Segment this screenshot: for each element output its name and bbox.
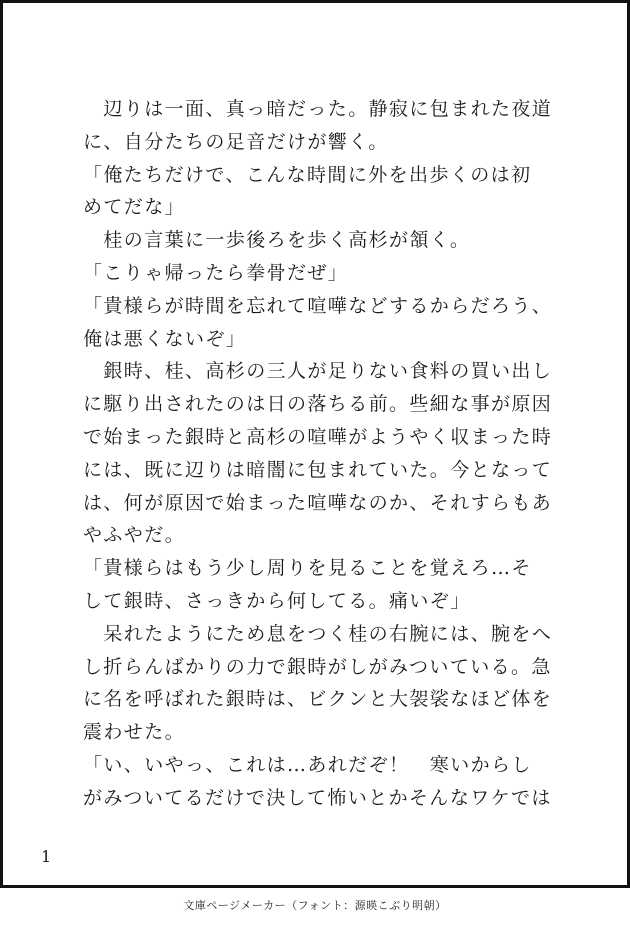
text-line: は、何が原因で始まった喧嘩なのか、それすらもあ [83, 491, 553, 514]
text-line: 「貴様らはもう少し周りを見ることを覚えろ…そ [83, 557, 532, 580]
text-line: し折らんばかりの力で銀時がしがみついている。急 [83, 655, 552, 678]
text-line: 銀時、桂、高杉の三人が足りない食料の買い出し [83, 360, 553, 383]
text-line: には、既に辺りは暗闇に包まれていた。今となって [83, 458, 553, 481]
text-line: に、自分たちの足音だけが響く。 [83, 130, 389, 153]
text-line: に名を呼ばれた銀時は、ビクンと大袈裟なほど体を [83, 688, 553, 711]
page-number: 1 [41, 847, 52, 866]
text-line: 「俺たちだけで、こんな時間に外を出歩くのは初 [83, 163, 532, 186]
text-line: で始まった銀時と高杉の喧嘩がようやく収まった時 [83, 425, 553, 448]
text-line: 「貴様らが時間を忘れて喧嘩などするからだろう、 [83, 294, 553, 317]
text-line: やふやだ。 [83, 524, 186, 547]
text-line: 「こりゃ帰ったら拳骨だぜ」 [83, 261, 349, 284]
text-line: めてだな」 [83, 196, 186, 219]
text-line: 呆れたようにため息をつく桂の右腕には、腕をへ [83, 622, 553, 645]
text-line: 震わせた。 [83, 721, 186, 744]
text-line: がみついてるだけで決して怖いとかそんなワケでは [83, 786, 552, 809]
text-line: 桂の言葉に一歩後ろを歩く高杉が頷く。 [83, 229, 471, 252]
text-line: して銀時、さっきから何してる。痛いぞ」 [83, 589, 471, 612]
text-line: 辺りは一面、真っ暗だった。静寂に包まれた夜道 [83, 98, 553, 120]
text-line: 「い、いやっ、これは…あれだぞ！ 寒いからし [83, 753, 532, 776]
body-text [83, 93, 553, 815]
text-line: に駆り出されたのは日の落ちる前。些細な事が原因 [83, 393, 553, 416]
footer-credit: 文庫ページメーカー（フォント：源暎こぶり明朝） [183, 899, 447, 912]
text-line: 俺は悪くないぞ」 [83, 327, 247, 350]
